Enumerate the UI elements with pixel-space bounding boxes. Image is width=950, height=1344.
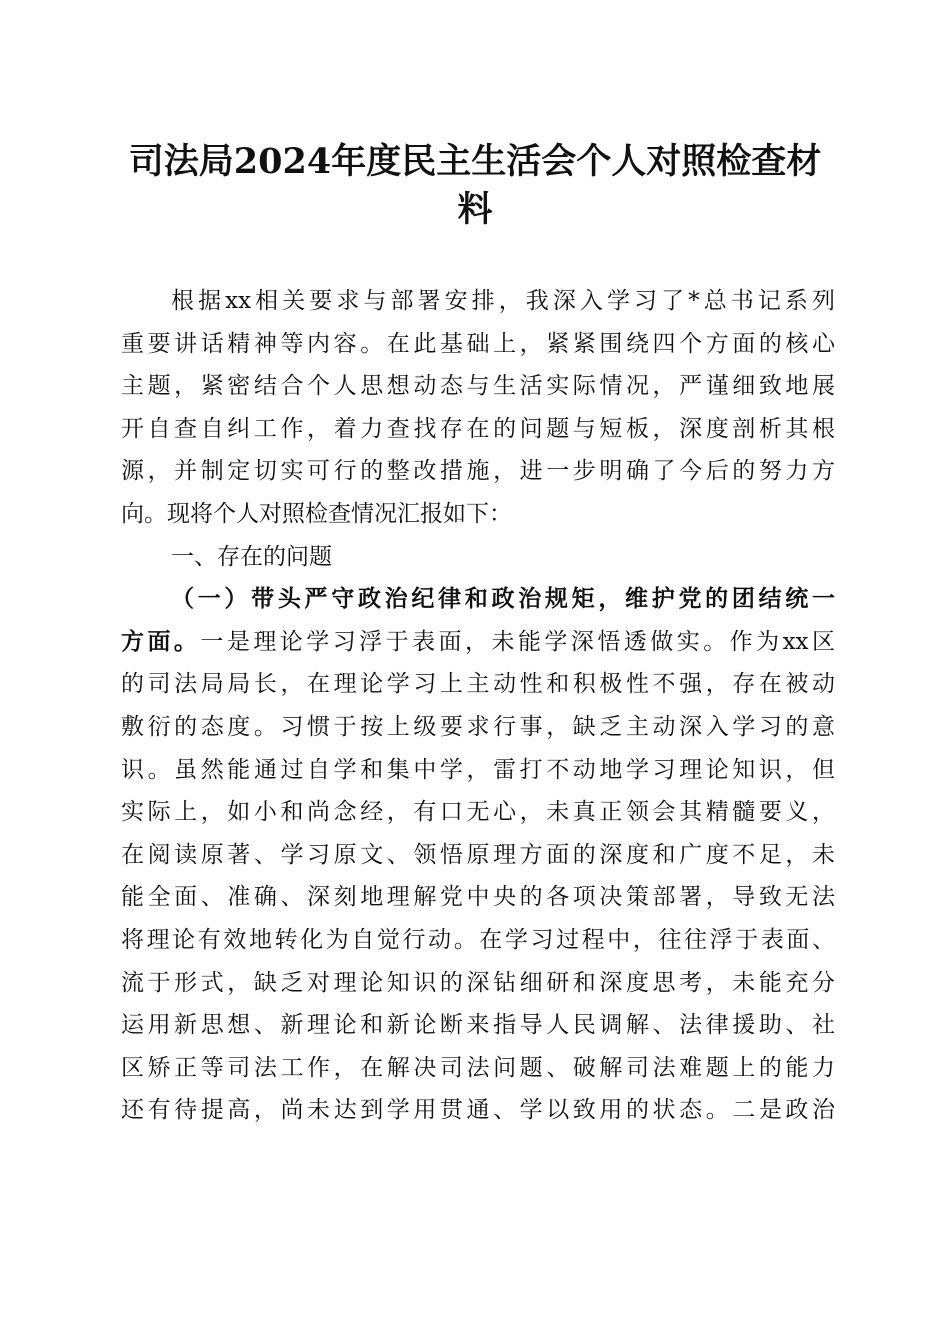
intro-line: 根据xx相关要求与部署安排，我深入学习了*总书记系列 bbox=[171, 288, 835, 314]
body-line: 敷衍的态度。习惯于按上级要求行事，缺乏主动深入学习的意 bbox=[121, 713, 835, 740]
title-line-1: 司法局2024年度民主生活会个人对照检查材 bbox=[128, 141, 822, 182]
intro-line: 开自查自纠工作，着力查找存在的问题与短板，深度剖析其根 bbox=[121, 415, 835, 442]
body-line: 能全面、准确、深刻地理解党中央的各项决策部署，导致无法 bbox=[121, 884, 835, 911]
intro-line: 重要讲话精神等内容。在此基础上，紧紧围绕四个方面的核心 bbox=[121, 330, 835, 357]
body-line: 在阅读原著、学习原文、领悟原理方面的深度和广度不足，未 bbox=[121, 841, 835, 868]
document-title bbox=[118, 138, 832, 234]
subsection-heading-tail: 方面。 bbox=[121, 627, 201, 655]
body-line: 还有待提高，尚未达到学用贯通、学以致用的状态。二是政治 bbox=[121, 1097, 835, 1124]
section-heading: 一、存在的问题 bbox=[171, 543, 332, 570]
body-line: 流于形式，缺乏对理论知识的深钻细研和深度思考，未能充分 bbox=[121, 969, 835, 996]
body-line: 将理论有效地转化为自觉行动。在学习过程中，往往浮于表面、 bbox=[121, 926, 835, 953]
body-line: 运用新思想、新理论和新论断来指导人民调解、法律援助、社 bbox=[121, 1012, 835, 1039]
intro-line: 源，并制定切实可行的整改措施，进一步明确了今后的努力方 bbox=[121, 458, 835, 485]
intro-line: 向。现将个人对照检查情况汇报如下： bbox=[121, 500, 512, 527]
subsection-heading-line: （一）带头严守政治纪律和政治规矩，维护党的团结统一 bbox=[171, 585, 835, 613]
body-line: 一是理论学习浮于表面，未能学深悟透做实。作为xx区 bbox=[200, 628, 835, 655]
document-body bbox=[121, 280, 835, 1132]
body-line: 识。虽然能通过自学和集中学，雷打不动地学习理论知识，但 bbox=[121, 756, 835, 783]
intro-line: 主题，紧密结合个人思想动态与生活实际情况，严谨细致地展 bbox=[121, 373, 835, 400]
body-line: 区矫正等司法工作，在解决司法问题、破解司法难题上的能力 bbox=[121, 1054, 835, 1081]
body-line: 实际上，如小和尚念经，有口无心，未真正领会其精髓要义， bbox=[121, 799, 835, 826]
title-line-2: 料 bbox=[457, 189, 493, 230]
body-line: 的司法局局长，在理论学习上主动性和积极性不强，存在被动 bbox=[121, 671, 835, 698]
paragraph-line-mixed bbox=[121, 621, 835, 664]
